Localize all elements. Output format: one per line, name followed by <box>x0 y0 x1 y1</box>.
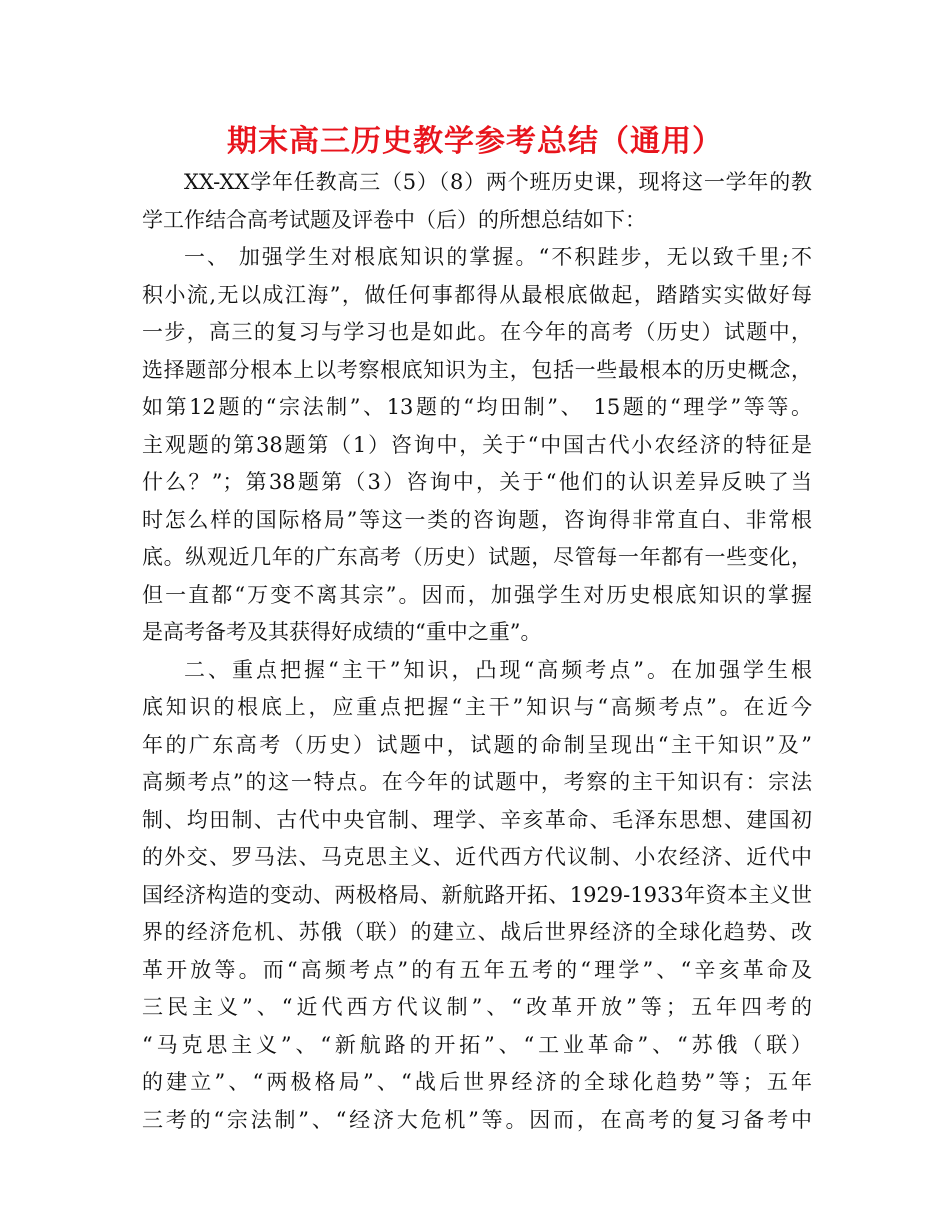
text-line: 底。纵观近几年的广东高考（历史）试题，尽管每一年都有一些变化， <box>142 545 812 569</box>
text-line: 三考的“宗法制”、“经济大危机”等。因而，在高考的复习备考中 <box>142 1107 812 1132</box>
text-line: 二、重点把握“主干”知识，凸现“高频考点”。在加强学生根 <box>184 657 812 682</box>
text-line: 时怎么样的国际格局”等这一类的咨询题，咨询得非常直白、非常根 <box>142 507 812 532</box>
text-line: 主观题的第38题第（1）咨询中，关于“中国古代小农经济的特征是 <box>142 432 812 457</box>
text-line: 选择题部分根本上以考察根底知识为主，包括一些最根本的历史概念， <box>142 357 812 382</box>
text-line: 一步，高三的复习与学习也是如此。在今年的高考（历史）试题中， <box>142 320 812 344</box>
text-line: 如第12题的“宗法制”、13题的“均田制”、 15题的“理学”等等。 <box>142 395 812 419</box>
text-line: 是高考备考及其获得好成绩的“重中之重”。 <box>142 620 542 644</box>
text-line: 底知识的根底上，应重点把握“主干”知识与“高频考点”。在近今 <box>142 695 812 719</box>
text-line: 什么？”；第38题第（3）咨询中，关于“他们的认识差异反映了当 <box>142 470 812 494</box>
text-line: 制、均田制、古代中央官制、理学、辛亥革命、毛泽东思想、建国初 <box>142 807 812 832</box>
document-title: 期末高三历史教学参考总结（通用） <box>227 124 723 159</box>
text-line: 的外交、罗马法、马克思主义、近代西方代议制、小农经济、近代中 <box>142 845 812 869</box>
text-line: 学工作结合高考试题及评卷中（后）的所想总结如下： <box>142 207 646 232</box>
document-body <box>142 164 812 1139</box>
text-line: 革开放等。而“高频考点”的有五年五考的“理学”、“辛亥革命及 <box>142 957 812 982</box>
text-line: 积小流,无以成江海”，做任何事都得从最根底做起，踏踏实实做好每 <box>142 282 812 307</box>
text-line: 高频考点”的这一特点。在今年的试题中，考察的主干知识有：宗法 <box>142 770 812 794</box>
text-line: XX-XX学年任教高三（5）（8）两个班历史课，现将这一学年的教 <box>184 170 812 194</box>
text-line: 年的广东高考（历史）试题中，试题的命制呈现出“主干知识”及” <box>142 732 812 757</box>
text-line: 三民主义”、“近代西方代议制”、“改革开放”等；五年四考的 <box>142 995 812 1019</box>
text-line: 一、 加强学生对根底知识的掌握。“不积跬步，无以致千里;不 <box>184 245 812 269</box>
text-line: “马克思主义”、“新航路的开拓”、“工业革命”、“苏俄（联） <box>142 1032 812 1057</box>
text-line: 界的经济危机、苏俄（联）的建立、战后世界经济的全球化趋势、改 <box>142 920 812 944</box>
text-line: 但一直都“万变不离其宗”。因而，加强学生对历史根底知识的掌握 <box>142 582 812 607</box>
text-line: 国经济构造的变动、两极格局、新航路开拓、1929-1933年资本主义世 <box>142 882 812 907</box>
text-line: 的建立”、“两极格局”、“战后世界经济的全球化趋势”等；五年 <box>142 1070 812 1094</box>
